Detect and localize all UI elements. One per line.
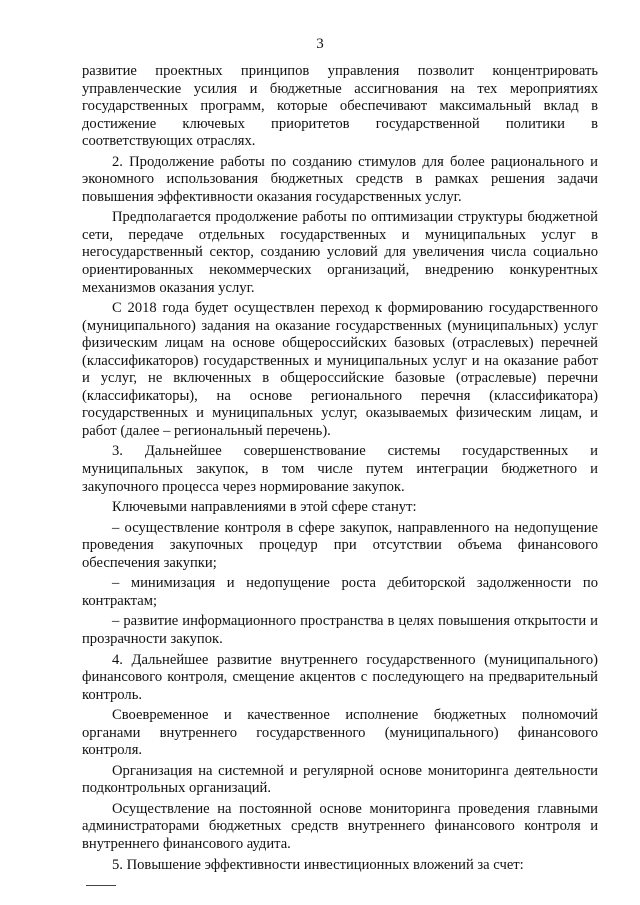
list-item-control: – осуществление контроля в сфере закупок, направленного на недопущение проведения закупочных процедур при отсутствии объема финансового обеспечения закупки; — [82, 519, 598, 571]
paragraph-continuation: развитие проектных принципов управления позволит концентрировать управленческие усилия и бюджетные ассигнования на тех мероприятиях государственных программ, которые обеспечивают максимальный вклад в достижение ключевых приоритетов государственной политики в соответствующих отраслях. — [82, 63, 598, 150]
paragraph-key-directions: Ключевыми направлениями в этой сфере станут: — [112, 499, 417, 516]
paragraph-monitoring-organizations: Организация на системной и регулярной основе мониторинга деятельности подконтрольных организаций. — [82, 762, 598, 797]
paragraph-item-2: 2. Продолжение работы по созданию стимулов для более рационального и экономного использования бюджетных средств в рамках решения задачи повышения эффективности оказания государственных услуг. — [82, 153, 598, 205]
paragraph-monitoring-audit: Осуществление на постоянной основе мониторинга проведения главными администраторами бюджетных средств внутреннего финансового контроля и внутреннего финансового аудита. — [82, 800, 598, 852]
list-item-information-space: – развитие информационного пространства в целях повышения открытости и прозрачности закупок. — [82, 613, 598, 647]
paragraph-budget-network: Предполагается продолжение работы по оптимизации структуры бюджетной сети, передаче отдельных государственных и муниципальных услуг в негосударственный сектор, созданию условий для увеличения числа социально ориентированных некоммерческих организаций, внедрению конкурентных механизмов оказания услуг. — [82, 209, 598, 296]
paragraph-item-5: 5. Повышение эффективности инвестиционных вложений за счет: — [112, 856, 524, 873]
footer-divider — [86, 885, 116, 886]
document-body — [82, 63, 598, 877]
paragraph-timely-execution: Своевременное и качественное исполнение бюджетных полномочий органами внутреннего государственного (муниципального) финансового контроля. — [82, 707, 598, 759]
paragraph-item-3: 3. Дальнейшее совершенствование системы государственных и муниципальных закупок, в том числе путем интеграции бюджетного и закупочного процесса через нормирование закупок. — [82, 443, 598, 495]
paragraph-state-assignment: С 2018 года будет осуществлен переход к формированию государственного (муниципального) задания на оказание государственных (муниципальных) услуг физическим лицам на основе общероссийских базовых (отраслевых) перечней (классификаторов) государственных и муниципальных услуг и на оказание работ и услуг, не включенных в общероссийские базовые (отраслевые) перечни (классификаторы), на основе регионального перечня (классификатора) государственных и муниципальных услуг, оказываемых физическим лицам, и работ (далее – региональный перечень). — [82, 300, 598, 439]
paragraph-item-4: 4. Дальнейшее развитие внутреннего государственного (муниципального) финансового контроля, смещение акцентов с последующего на предварительный контроль. — [82, 651, 598, 703]
page-number: 3 — [316, 36, 324, 52]
list-item-receivables: – минимизация и недопущение роста дебиторской задолженности по контрактам; — [82, 575, 598, 609]
